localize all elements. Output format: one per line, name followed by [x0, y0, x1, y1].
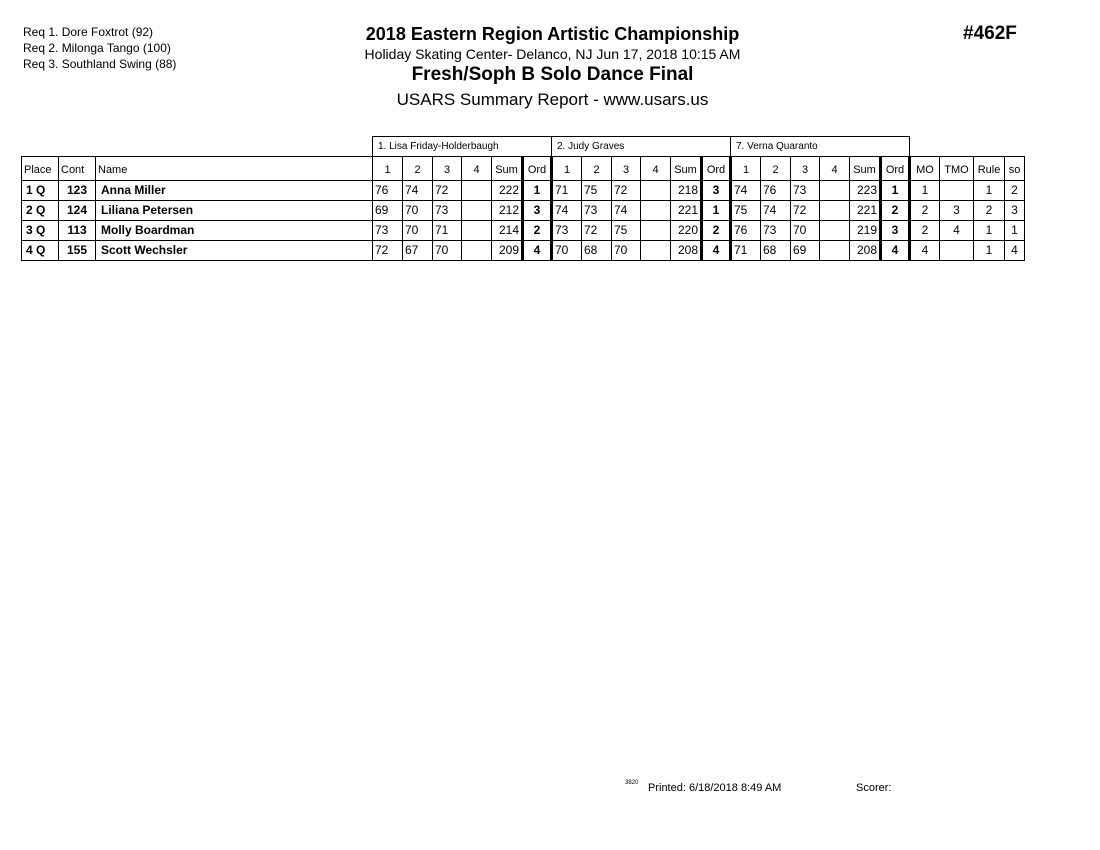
table-row	[22, 201, 1025, 221]
score-cell: 73	[582, 201, 612, 221]
table-row	[22, 221, 1025, 241]
score-cell	[820, 181, 850, 201]
score-cell: 76	[761, 181, 791, 201]
score-cell: 76	[731, 221, 761, 241]
requirement-1: Req 1. Dore Foxtrot (92)	[23, 25, 154, 39]
so-cell: 1	[1005, 221, 1025, 241]
score-cell: 74	[761, 201, 791, 221]
score-cell	[641, 181, 671, 201]
sum-cell: 208	[850, 241, 881, 261]
score-cell: 70	[552, 241, 582, 261]
score-cell	[820, 221, 850, 241]
score-cell: 75	[582, 181, 612, 201]
ord-cell: 3	[702, 181, 731, 201]
rule-cell: 2	[974, 201, 1005, 221]
mo-cell: 4	[910, 241, 940, 261]
score-cell: 74	[612, 201, 641, 221]
score-cell: 69	[791, 241, 820, 261]
mo-cell: 2	[910, 201, 940, 221]
ord-cell: 2	[881, 201, 910, 221]
ord-cell: 1	[523, 181, 552, 201]
sum-cell: 219	[850, 221, 881, 241]
score-cell	[820, 201, 850, 221]
judge-1-name: 1. Lisa Friday-Holderbaugh	[373, 137, 552, 157]
score-cell: 67	[403, 241, 433, 261]
score-cell: 71	[552, 181, 582, 201]
judges-row	[22, 137, 1025, 157]
ord-cell: 4	[702, 241, 731, 261]
table-row	[22, 181, 1025, 201]
scorer-label: Scorer:	[856, 782, 892, 794]
score-cell	[820, 241, 850, 261]
so-cell: 2	[1005, 181, 1025, 201]
so-cell: 4	[1005, 241, 1025, 261]
col-j2-ord: Ord	[702, 157, 731, 181]
score-cell: 73	[552, 221, 582, 241]
ord-cell: 1	[702, 201, 731, 221]
place-cell: 4 Q	[22, 241, 59, 261]
sum-cell: 212	[492, 201, 523, 221]
judge-2-name: 2. Judy Graves	[552, 137, 731, 157]
col-j1-4: 4	[462, 157, 492, 181]
rule-cell: 1	[974, 181, 1005, 201]
score-cell: 75	[612, 221, 641, 241]
place-cell: 3 Q	[22, 221, 59, 241]
sum-cell: 209	[492, 241, 523, 261]
col-j1-ord: Ord	[523, 157, 552, 181]
tmo-cell: 4	[940, 221, 974, 241]
score-cell: 70	[791, 221, 820, 241]
score-cell: 68	[582, 241, 612, 261]
name-cell: Anna Miller	[96, 181, 373, 201]
ord-cell: 1	[881, 181, 910, 201]
ord-cell: 3	[881, 221, 910, 241]
championship-title: 2018 Eastern Region Artistic Championship	[365, 24, 740, 44]
col-j1-1: 1	[373, 157, 403, 181]
name-cell: Scott Wechsler	[96, 241, 373, 261]
score-cell: 74	[731, 181, 761, 201]
score-cell: 69	[373, 201, 403, 221]
printed-timestamp: Printed: 6/18/2018 8:49 AM	[648, 782, 782, 794]
score-cell: 72	[582, 221, 612, 241]
ord-cell: 3	[523, 201, 552, 221]
event-id: #462F	[963, 23, 1017, 44]
table-row	[22, 241, 1025, 261]
sum-cell: 221	[671, 201, 702, 221]
score-cell: 68	[761, 241, 791, 261]
cont-cell: 155	[59, 241, 96, 261]
col-j3-2: 2	[761, 157, 791, 181]
requirement-3: Req 3. Southland Swing (88)	[23, 57, 177, 71]
venue-date: Holiday Skating Center- Delanco, NJ Jun 17, 2018 10:15 AM	[364, 46, 741, 62]
col-cont: Cont	[59, 157, 96, 181]
sum-cell: 223	[850, 181, 881, 201]
score-cell: 75	[731, 201, 761, 221]
sum-cell: 208	[671, 241, 702, 261]
score-cell: 70	[612, 241, 641, 261]
col-j3-sum: Sum	[850, 157, 881, 181]
score-cell: 72	[791, 201, 820, 221]
score-cell: 70	[403, 201, 433, 221]
score-cell: 73	[433, 201, 462, 221]
col-j3-4: 4	[820, 157, 850, 181]
cont-cell: 124	[59, 201, 96, 221]
score-cell: 76	[373, 181, 403, 201]
col-name: Name	[96, 157, 373, 181]
score-cell: 73	[791, 181, 820, 201]
col-j1-2: 2	[403, 157, 433, 181]
cont-cell: 113	[59, 221, 96, 241]
name-cell: Molly Boardman	[96, 221, 373, 241]
report-title: USARS Summary Report - www.usars.us	[396, 90, 709, 109]
col-j1-sum: Sum	[492, 157, 523, 181]
sum-cell: 222	[492, 181, 523, 201]
score-cell: 72	[612, 181, 641, 201]
place-cell: 1 Q	[22, 181, 59, 201]
score-cell: 74	[552, 201, 582, 221]
footer-code: 3820	[625, 780, 639, 786]
col-j2-4: 4	[641, 157, 671, 181]
judge-3-name: 7. Verna Quaranto	[731, 137, 910, 157]
col-j2-3: 3	[612, 157, 641, 181]
rule-cell: 1	[974, 241, 1005, 261]
score-cell	[462, 241, 492, 261]
sum-cell: 218	[671, 181, 702, 201]
col-j2-2: 2	[582, 157, 612, 181]
score-cell: 72	[433, 181, 462, 201]
tmo-cell	[940, 241, 974, 261]
score-cell	[641, 201, 671, 221]
col-j2-1: 1	[552, 157, 582, 181]
sum-cell: 220	[671, 221, 702, 241]
score-cell: 73	[761, 221, 791, 241]
tmo-cell	[940, 181, 974, 201]
name-cell: Liliana Petersen	[96, 201, 373, 221]
mo-cell: 2	[910, 221, 940, 241]
ord-cell: 2	[702, 221, 731, 241]
event-name: Fresh/Soph B Solo Dance Final	[411, 64, 694, 85]
sum-cell: 221	[850, 201, 881, 221]
score-cell: 72	[373, 241, 403, 261]
rule-cell: 1	[974, 221, 1005, 241]
col-j2-sum: Sum	[671, 157, 702, 181]
col-rule: Rule	[974, 157, 1005, 181]
score-cell: 70	[403, 221, 433, 241]
score-cell: 70	[433, 241, 462, 261]
score-cell	[462, 181, 492, 201]
ord-cell: 4	[523, 241, 552, 261]
col-j3-ord: Ord	[881, 157, 910, 181]
requirement-2: Req 2. Milonga Tango (100)	[23, 41, 171, 55]
col-place: Place	[22, 157, 59, 181]
score-cell: 71	[433, 221, 462, 241]
mo-cell: 1	[910, 181, 940, 201]
place-cell: 2 Q	[22, 201, 59, 221]
cont-cell: 123	[59, 181, 96, 201]
score-cell	[462, 221, 492, 241]
col-tmo: TMO	[940, 157, 974, 181]
col-j3-3: 3	[791, 157, 820, 181]
score-cell: 71	[731, 241, 761, 261]
score-cell	[462, 201, 492, 221]
ord-cell: 2	[523, 221, 552, 241]
results-table	[21, 136, 1025, 261]
score-cell	[641, 221, 671, 241]
tmo-cell: 3	[940, 201, 974, 221]
score-cell: 73	[373, 221, 403, 241]
so-cell: 3	[1005, 201, 1025, 221]
col-j1-3: 3	[433, 157, 462, 181]
column-header-row	[22, 157, 1025, 181]
col-j3-1: 1	[731, 157, 761, 181]
score-cell	[641, 241, 671, 261]
score-cell: 74	[403, 181, 433, 201]
col-mo: MO	[910, 157, 940, 181]
ord-cell: 4	[881, 241, 910, 261]
sum-cell: 214	[492, 221, 523, 241]
col-so: so	[1005, 157, 1025, 181]
